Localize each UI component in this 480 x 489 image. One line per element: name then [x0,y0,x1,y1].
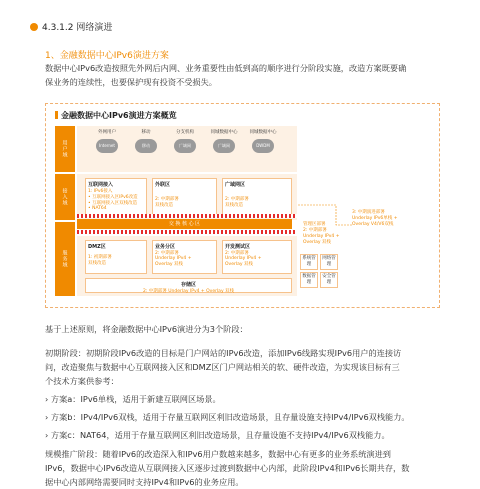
phase1-line-3: 个技术方案供参考： [45,376,119,386]
cloud-icon: DWDM [252,139,274,153]
cloud-icon: 广域网 [174,139,196,153]
user-source [127,129,165,153]
core-hatch-bottom [77,230,297,234]
phase1-line-2: 问，改造聚焦与数据中心互联网接入区和DMZ区门户网站相关的软、硬件改造，为实现该目标有三 [45,362,400,372]
cloud-icon: 广域网 [213,139,235,153]
figure-title: 金融数据中心IPv6演进方案概览 [55,110,177,121]
mgmt-cell-system: 系统管理 [300,254,318,270]
side-label-user: 用户域 [55,126,75,172]
subsection-title: 1、金融数据中心IPv6演进方案 [45,51,169,61]
side-label-service: 服务域 [55,222,75,296]
section-title: 4.3.1.2 网络演进 [42,23,113,33]
phase1-line-1: 初期阶段：初期阶段IPv6改造的目标是门户网站的IPv6改造，添加IPv6线路实现IPv6用户的连接访 [45,348,402,358]
user-source [88,129,126,153]
intro-line-1: 数据中心IPv6改造按照先外网后内网、业务重要性由低到高的顺序进行分阶段实施，改造方案既要确 [45,63,407,73]
side-label-access: 接入域 [55,174,75,220]
intro-line-2: 保业务的连续性，也要保护现有投资不受损失。 [45,77,217,87]
service-box-devtest: 开发测试区 2: 中期部署 Underlay IPv4 + Overlay 双栈 [222,240,292,274]
cloud-icon: Internet [96,139,118,153]
phase2-line-3: 据中心内部网络需要同时支持IPv4和IPv6的业务应用。 [45,477,244,487]
cloud-icon: 移动 [135,139,157,153]
option-b: › 方案b：IPv4/IPv6双栈，适用于存量互联网区利旧改造场景，且存量设施支持IPv4/IPv6双栈能力。 [45,412,410,422]
orange-dot-icon [30,23,38,31]
option-a: › 方案a：IPv6单栈，适用于新建互联网区场景。 [45,394,221,404]
user-source [244,129,282,153]
connector-lines [296,195,356,235]
user-source-label: 移动 [141,130,151,135]
mgmt-cell-network: 网络管理 [320,254,338,270]
right-note: 3: 中期演进部署 Underlay IPv6单栈 + Overlay V4/V6双栈 [352,210,398,227]
core-hatch-top [77,214,297,218]
user-source [166,129,204,153]
storage-box: 存储区 2: 中期部署 Underlay IPv4 + Overlay 双栈 [85,278,292,293]
service-box-dmz: DMZ区 1: 初期部署 双栈改造 [85,240,147,274]
access-box-wan: 广域网区 2: 中期部署 双栈改造 [222,178,292,218]
access-box-internet: 互联网接入 1: IPv6接入 • 互联网接入区IPv6改造 • 互联网接入区双栈改造 • NAT64 [85,178,147,218]
user-source-label: 同城数据中心 [249,130,277,135]
user-source-label: 同城数据中心 [210,130,238,135]
mgmt-cell-data: 数据管理 [300,272,318,288]
section-heading [30,20,112,33]
mgmt-note: 管理区部署 2: 中期部署 Underlay IPv4 + Overlay 双栈 [303,222,340,245]
core-zone-bar: 交 换 核 心 区 [77,219,292,229]
phase2-line-1: 规模推广阶段：随着IPv6的改造深入和IPv6用户数越来越多，数据中心有更多的业务系统演进到 [45,449,391,459]
mgmt-cell-security: 安全管理 [320,272,338,288]
phase2-line-2: IPv6，数据中心IPv6改造从互联网接入区逐步过渡到数据中心内部，此阶段IPv4和IPv6长期共存，数 [45,463,410,473]
user-source-label: 外网用户 [98,130,116,135]
option-c: › 方案c：NAT64，适用于存量互联网区利旧改造场景，且存量设施不支持IPv4/IPv6双栈能力。 [45,430,390,440]
service-box-business: 业务分区 2: 中期部署 Underlay IPv4 + Overlay 双栈 [152,240,217,274]
access-box-extranet: 外联区 2: 中期部署 双栈改造 [152,178,217,218]
user-source [205,129,243,153]
after-figure-text: 基于上述原则，将金融数据中心IPv6演进分为3个阶段： [45,324,248,334]
user-source-label: 分支机构 [176,130,194,135]
